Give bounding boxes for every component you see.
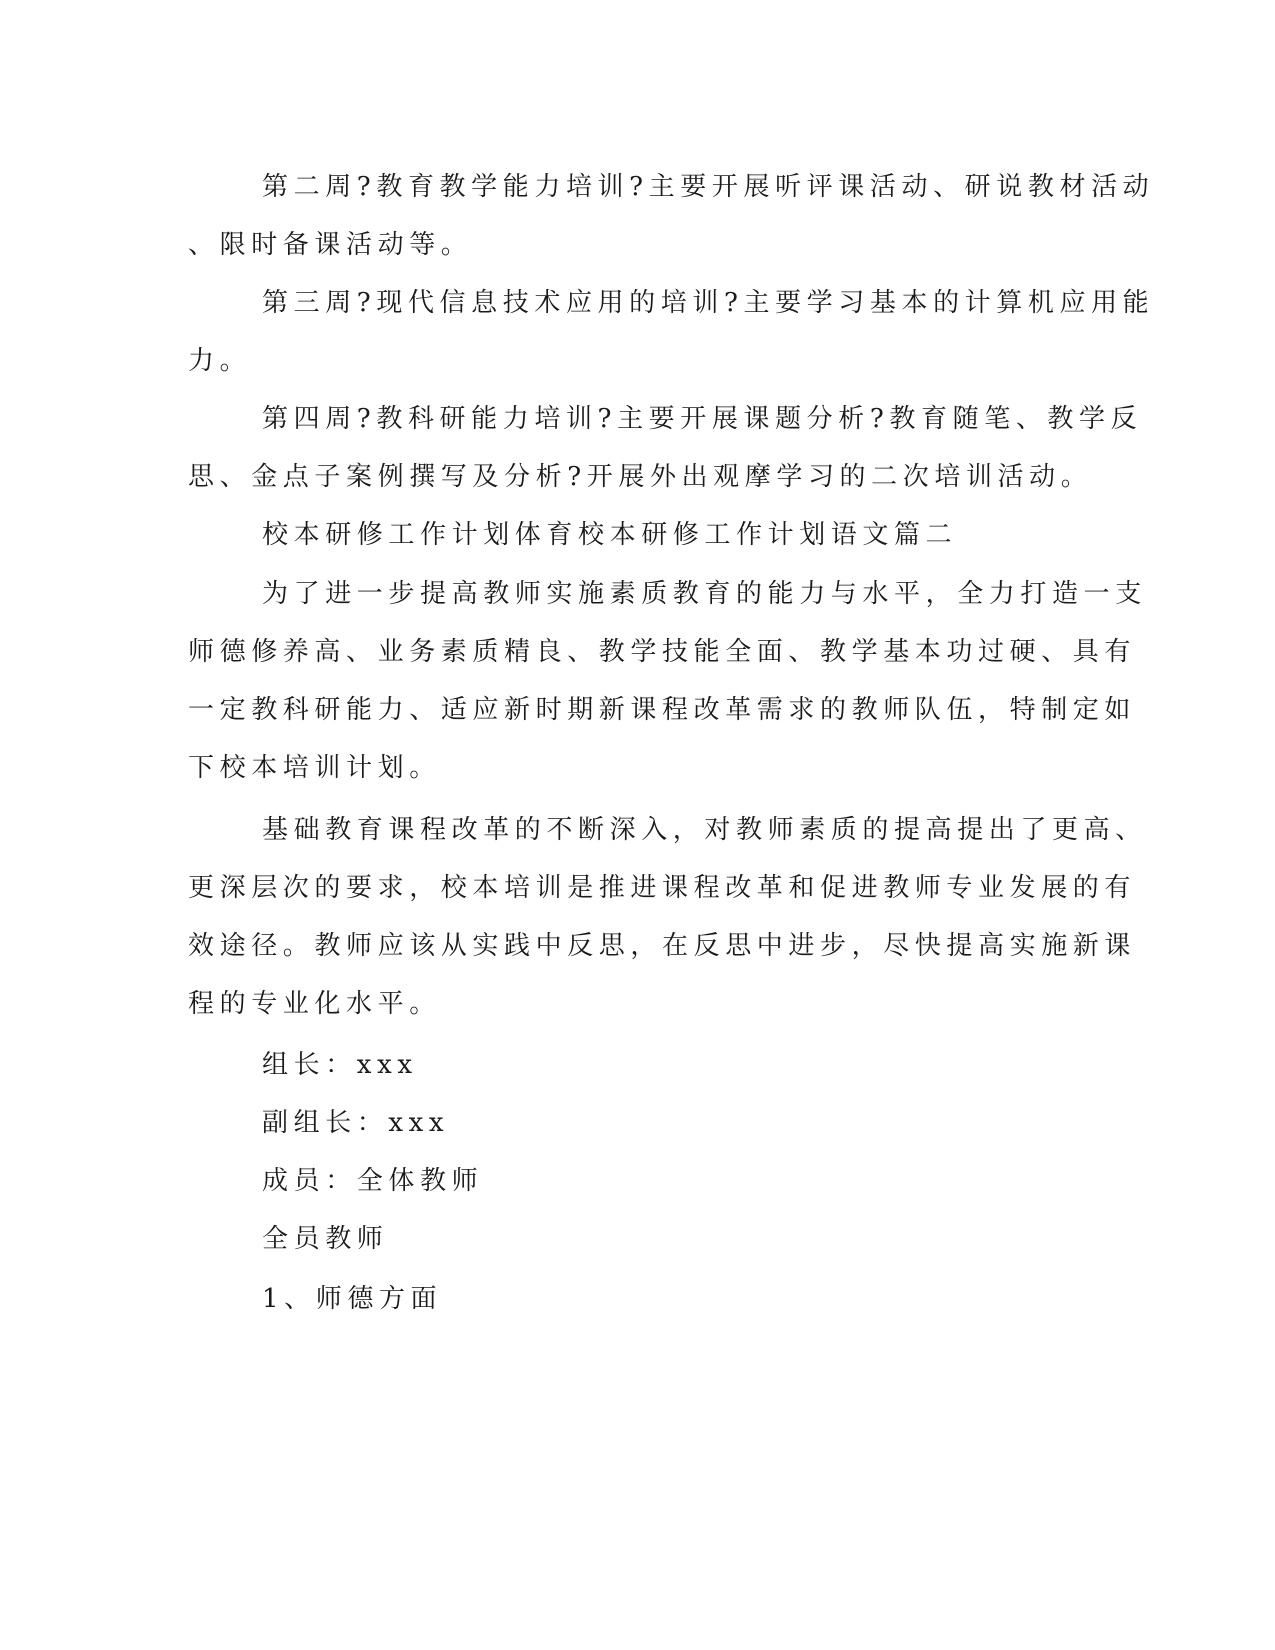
text-line: 、限时备课活动等。: [188, 230, 473, 260]
text-line: 更深层次的要求，校本培训是推进课程改革和促进教师专业发展的有: [188, 873, 1137, 903]
text-line: 师德修养高、业务素质精良、教学技能全面、教学基本功过硬、具有: [188, 637, 1137, 667]
text-line: 第四周?教科研能力培训?主要开展课题分析?教育随笔、教学反: [262, 404, 1143, 434]
text-line: 基础教育课程改革的不断深入，对教师素质的提高提出了更高、: [262, 815, 1147, 845]
text-line: 一定教科研能力、适应新时期新课程改革需求的教师队伍，特制定如: [188, 695, 1137, 725]
text-line: 力。: [188, 346, 252, 376]
text-line: 为了进一步提高教师实施素质教育的能力与水平，全力打造一支: [262, 579, 1147, 609]
text-line: 程的专业化水平。: [188, 989, 441, 1019]
list-item: 1、师德方面: [262, 1284, 443, 1314]
text-line: 效途径。教师应该从实践中反思，在反思中进步，尽快提高实施新课: [188, 931, 1137, 961]
text-line: 第二周?教育教学能力培训?主要开展听评课活动、研说教材活动: [262, 172, 1155, 202]
leader-line: 组长：xxx: [262, 1050, 418, 1080]
text-line: 下校本培训计划。: [188, 753, 441, 783]
text-line: 第三周?现代信息技术应用的培训?主要学习基本的计算机应用能: [262, 288, 1155, 318]
deputy-leader-line: 副组长：xxx: [262, 1108, 450, 1138]
section-heading: 校本研修工作计划体育校本研修工作计划语文篇二: [262, 520, 958, 550]
text-line: 全员教师: [262, 1224, 389, 1254]
text-line: 思、金点子案例撰写及分析?开展外出观摩学习的二次培训活动。: [188, 462, 1093, 492]
members-line: 成员：全体教师: [262, 1166, 484, 1196]
